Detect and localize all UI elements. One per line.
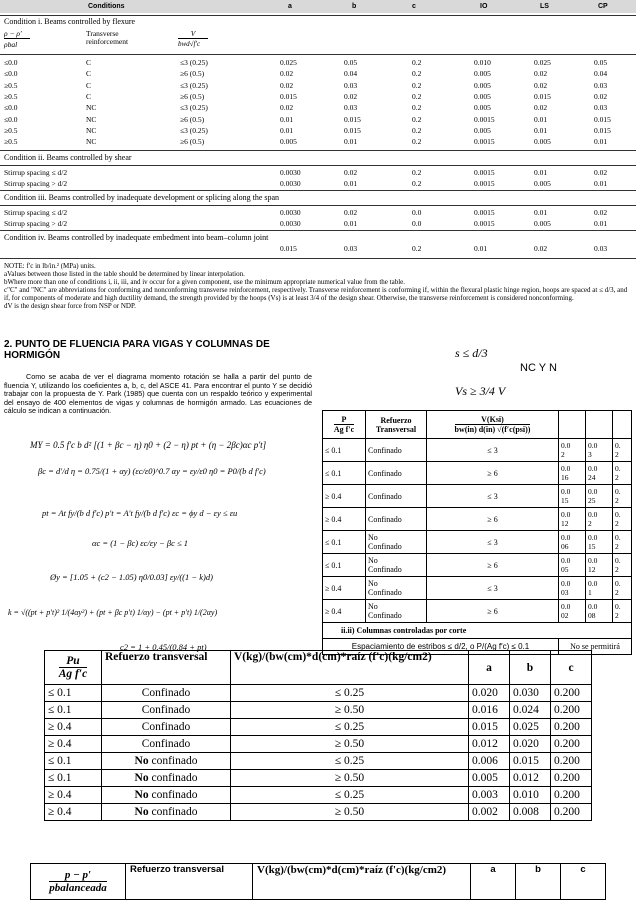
table-cell: 0.01 <box>344 219 358 228</box>
table-cell: 0.015 <box>534 91 551 101</box>
rtab-spacing: Espaciamiento de estribos ≤ d/2, o P/(Ag f′c) ≤ 0.1 <box>323 639 559 655</box>
table-cell: 0.025 <box>510 719 551 736</box>
table-row <box>4 126 634 136</box>
rtab-head-ref: Refuerzo Transversal <box>366 411 427 439</box>
table-cell: 0.2 <box>412 58 422 67</box>
table-cell: 0.005 <box>534 219 551 228</box>
table-header-bar <box>0 0 636 13</box>
header-conditions: Conditions <box>88 3 125 10</box>
table-row <box>323 577 632 600</box>
column-flexure-table <box>322 410 632 655</box>
table-cell: 0. 2 <box>613 600 632 623</box>
table-cell: 0.0030 <box>280 168 301 177</box>
table-cell: 0.015 <box>344 114 361 124</box>
table-cell: ≥ 6 <box>427 600 559 623</box>
table-cell: 0.01 <box>534 125 548 135</box>
table-cell: ≥6 (0.5) <box>180 114 205 124</box>
table-cell: 0.200 <box>551 770 592 787</box>
table-row <box>4 92 634 102</box>
table-cell: 0.2 <box>412 137 422 147</box>
rtab-head-c <box>613 411 632 439</box>
table-cell: 0.200 <box>551 753 592 770</box>
rtab-head-v: $\frac{\text{V(Ksi)}}{\text{bw(in) d(in) √(f′c(psi))}}$ <box>427 411 559 439</box>
table-cell: ≤ 0.1 <box>45 702 102 719</box>
table-cell: 0.02 <box>280 80 294 90</box>
transverse-header: Transverse <box>86 29 119 38</box>
table-cell: ≥0.5 <box>4 91 18 101</box>
table-cell: 0.0 15 <box>586 531 613 554</box>
table-cell: Confinado <box>366 462 427 485</box>
table-cell: 0.01 <box>344 137 358 147</box>
table-row <box>323 462 632 485</box>
table-cell: ≤ 0.1 <box>45 753 102 770</box>
header-cp: CP <box>598 3 608 10</box>
table-cell: 0.0 <box>412 208 422 217</box>
ftab-head-a: a <box>471 864 516 900</box>
table-cell: 0.005 <box>534 179 551 188</box>
table-cell: 0.0 02 <box>559 600 586 623</box>
table-cell: 0.008 <box>510 804 551 821</box>
table-cell: 0.01 <box>534 114 548 124</box>
btab-head-b: b <box>510 651 551 685</box>
table-cell: 0.0 2 <box>559 439 586 462</box>
table-cell: No Confinado <box>366 600 427 623</box>
table-cell: 0.04 <box>594 69 608 79</box>
table-cell: ≥ 0.4 <box>323 508 366 531</box>
reinforcement-header: reinforcement <box>86 37 129 46</box>
table-cell: Confinado <box>102 736 231 753</box>
table-cell: 0. 2 <box>613 485 632 508</box>
table-cell: 0.2 <box>412 91 422 101</box>
table-cell: 0.0 12 <box>586 554 613 577</box>
table-cell: Confinado <box>366 485 427 508</box>
table-cell: 0. 2 <box>613 462 632 485</box>
table-cell: ≤ 0.1 <box>45 770 102 787</box>
nc-y-n-label: NC Y N <box>520 362 557 374</box>
table-cell: 0.0015 <box>474 168 495 177</box>
v-header: V <box>178 29 208 39</box>
ftab-head-b: b <box>516 864 561 900</box>
table-cell: ≤ 3 <box>427 485 559 508</box>
rho-header: ρ − ρ′ <box>4 29 30 39</box>
table-cell: ≤0.0 <box>4 103 18 113</box>
table-row <box>45 685 592 702</box>
table-cell: ≥ 0.4 <box>45 804 102 821</box>
table-row <box>4 81 634 91</box>
table-cell: 0.0 3 <box>586 439 613 462</box>
table-cell: ≥ 0.4 <box>45 719 102 736</box>
table-cell: 0.005 <box>469 770 510 787</box>
table-cell: 0.012 <box>469 736 510 753</box>
rtab-subtitle: ii.ii) Columnas controladas por corte <box>323 623 632 639</box>
table-cell: 0.2 <box>412 103 422 113</box>
table-cell: 0.01 <box>594 219 608 228</box>
table-row <box>45 719 592 736</box>
rtab-head-p: $\frac{P}{\text{Ag f′c}}$ <box>323 411 366 439</box>
table-cell: 0.0030 <box>280 219 301 228</box>
table-cell: Confinado <box>102 685 231 702</box>
table-cell: 0.0 06 <box>559 531 586 554</box>
table-cell: ≤ 3 <box>427 577 559 600</box>
equation-alpha: αc = (1 − βc) εc/εy − βc ≤ 1 <box>92 538 189 548</box>
table-cell: No Confinado <box>366 577 427 600</box>
section-title: 2. PUNTO DE FLUENCIA PARA VIGAS Y COLUMNAS DE HORMIGÓN <box>4 339 270 361</box>
table-cell: ≤ 0.25 <box>231 753 469 770</box>
table-row <box>4 137 634 147</box>
table-cell: 0.005 <box>474 125 491 135</box>
table-cell: 0.010 <box>510 787 551 804</box>
table-cell: 0.03 <box>594 103 608 113</box>
table-cell: 0.0 15 <box>559 485 586 508</box>
header-b: b <box>352 3 357 10</box>
note-3: c"C" and "NC" are abbreviations for conforming and nonconforming transverse reinforcement, respectively. Transverse reinforcement is conforming if, within the flexural plastic hinge region, hoops are spaced at ≤ d/3, and if, for components of moderate and high ductility demand, the strength provided by the hoops (Vs) is at least 3/4 of the design shear. Otherwise, the transverse reinforcement is considered nonconforming. <box>4 286 628 302</box>
table-cell: 0.005 <box>280 137 297 147</box>
equation-pt: pt = At fy/(b d f′c) p′t = A′t fy/(b d f′c) εc = ϕy d − εy ≤ εu <box>42 508 238 518</box>
table-row <box>4 244 634 254</box>
table-cell: 0.200 <box>551 787 592 804</box>
table-cell: 0.025 <box>280 58 297 67</box>
rtab-body <box>323 439 632 623</box>
table-cell: 0.02 <box>534 244 548 253</box>
btab-head-ref: Refuerzo transversal <box>102 651 231 685</box>
table-cell: 0.0 2 <box>586 508 613 531</box>
table-cell: 0.0 05 <box>559 554 586 577</box>
table-cell: NC <box>86 114 97 124</box>
table-cell: ≥ 6 <box>427 462 559 485</box>
table-cell: 0.012 <box>510 770 551 787</box>
table-cell: 0.0 <box>412 219 422 228</box>
table-row <box>4 168 634 178</box>
table-cell: ≥ 6 <box>427 554 559 577</box>
table-cell: ≥0.5 <box>4 80 18 90</box>
table-row <box>45 736 592 753</box>
table-cell: 0.01 <box>280 114 294 124</box>
table-cell: ≥6 (0.5) <box>180 137 205 147</box>
table-cell: 0.03 <box>344 103 358 113</box>
btab-head-c: c <box>551 651 592 685</box>
rho-bal-header: ρbal <box>4 40 18 49</box>
table-row <box>45 787 592 804</box>
table-cell: 0.030 <box>510 685 551 702</box>
table-cell: 0.010 <box>474 58 491 67</box>
table-row <box>4 69 634 79</box>
table-cell: 0.002 <box>469 804 510 821</box>
table-cell: ≤0.0 <box>4 114 18 124</box>
table-row <box>323 600 632 623</box>
spanish-column-table <box>44 650 592 821</box>
condition-4-title: Condition iv. Beams controlled by inadequate embedment into beam–column joint <box>4 233 269 242</box>
table-cell: 0.2 <box>412 168 422 177</box>
table-cell: 0.015 <box>280 244 297 253</box>
spacing-equation: s ≤ d/3 <box>455 346 488 360</box>
rtab-head-b <box>586 411 613 439</box>
table-cell: 0.03 <box>594 80 608 90</box>
table-cell: 0.200 <box>551 685 592 702</box>
table-cell: C <box>86 91 92 101</box>
table-cell: 0. 2 <box>613 508 632 531</box>
table-cell: 0.0015 <box>474 179 495 188</box>
table-cell: 0.02 <box>534 80 548 90</box>
table-cell: 0.006 <box>469 753 510 770</box>
header-c: c <box>412 3 416 10</box>
table-row <box>323 439 632 462</box>
table-cell: ≤ 0.1 <box>45 685 102 702</box>
table-cell: ≥ 0.50 <box>231 702 469 719</box>
table-row <box>45 804 592 821</box>
table-cell: ≥ 0.4 <box>323 577 366 600</box>
table-cell: 0.01 <box>594 137 608 147</box>
condition-2-title: Condition ii. Beams controlled by shear <box>4 153 132 162</box>
table-cell: 0.02 <box>594 168 608 177</box>
table-cell: 0.0015 <box>474 208 495 217</box>
table-cell: Confinado <box>102 702 231 719</box>
table-cell: 0.02 <box>534 69 548 79</box>
equation-phi: Øy = [1.05 + (c2 − 1.05) η0/0.03] εy/((1 − k)d) <box>50 572 213 582</box>
note-4: dV is the design shear force from NSP or NDP. <box>4 302 136 310</box>
ftab-head-c: c <box>561 864 606 900</box>
table-cell: 0.2 <box>412 125 422 135</box>
rtab-no-permit: No se permitirá <box>559 639 632 655</box>
table-cell: 0.02 <box>344 208 358 217</box>
table-cell: 0.01 <box>280 125 294 135</box>
table-cell: 0.005 <box>474 103 491 113</box>
table-cell: 0.03 <box>594 244 608 253</box>
table-cell: 0.0 03 <box>559 577 586 600</box>
equation-c2: c2 = 1 + 0.45/(0.84 + pt) <box>120 642 207 652</box>
table-cell: ≥ 0.50 <box>231 736 469 753</box>
table-cell: ≥6 (0.5) <box>180 69 205 79</box>
table-cell: 0.05 <box>594 58 608 67</box>
table-notes <box>4 262 632 310</box>
table-cell: 0. 2 <box>613 439 632 462</box>
table-cell: 0.015 <box>594 125 611 135</box>
note-2: bWhere more than one of conditions i, ii, iii, and iv occur for a given component, use the minimum appropriate numerical value from the table. <box>4 278 406 286</box>
table-cell: ≤ 3 <box>427 531 559 554</box>
equation-beta: βc = d′/d η = 0.75/(1 + αy) (εc/ε0)^0.7 αy = εy/ε0 η0 = P0/(b d f′c) <box>38 466 266 476</box>
table-cell: 0.02 <box>344 91 358 101</box>
table-cell: 0. 2 <box>613 554 632 577</box>
table-row <box>323 485 632 508</box>
table-cell: Confinado <box>102 719 231 736</box>
table-cell: 0.005 <box>534 137 551 147</box>
table-cell: ≤ 0.25 <box>231 719 469 736</box>
table-cell: 0.020 <box>469 685 510 702</box>
table-cell: ≤3 (0.25) <box>180 103 208 113</box>
table-cell: ≤0.0 <box>4 69 18 79</box>
table-cell: 0.02 <box>344 168 358 177</box>
table-cell: NC <box>86 103 97 113</box>
table-cell: 0.024 <box>510 702 551 719</box>
table-cell: ≤ 0.1 <box>323 439 366 462</box>
table-cell: 0.0 12 <box>559 508 586 531</box>
table-cell: Confinado <box>366 508 427 531</box>
table-cell: 0.200 <box>551 736 592 753</box>
equation-k: k = √((pt + p′t)² 1/(4αy²) + (pt + βc p′t) 1/αy) − (pt + p′t) 1/(2αy) <box>8 608 218 617</box>
table-row <box>45 702 592 719</box>
v-den-header: bwd√f′c <box>178 40 201 48</box>
table-cell: 0.015 <box>510 753 551 770</box>
table-cell: Stirrup spacing > d/2 <box>4 179 68 188</box>
table-cell: 0.200 <box>551 804 592 821</box>
table-cell: ≥ 6 <box>427 508 559 531</box>
table-cell: 0.015 <box>280 91 297 101</box>
header-ls: LS <box>540 3 549 10</box>
table-cell: 0.0 1 <box>586 577 613 600</box>
table-cell: ≤3 (0.25) <box>180 125 208 135</box>
table-cell: C <box>86 69 92 79</box>
table-row <box>323 508 632 531</box>
table-row <box>45 753 592 770</box>
table-cell: 0.200 <box>551 702 592 719</box>
table-cell: C <box>86 80 92 90</box>
table-cell: 0.2 <box>412 244 422 253</box>
ftab-head-ref: Refuerzo transversal <box>126 864 253 900</box>
table-row <box>4 179 634 189</box>
table-cell: NC <box>86 125 97 135</box>
table-cell: 0.200 <box>551 719 592 736</box>
table-cell: No confinado <box>102 804 231 821</box>
table-cell: 0.01 <box>534 168 548 177</box>
table-cell: ≤ 3 <box>427 439 559 462</box>
table-cell: 0.0 24 <box>586 462 613 485</box>
table-row <box>4 58 634 68</box>
table-cell: 0.2 <box>412 114 422 124</box>
table-cell: 0.015 <box>344 125 361 135</box>
table-cell: 0.01 <box>594 179 608 188</box>
table-cell: No Confinado <box>366 531 427 554</box>
table-cell: ≤ 0.1 <box>323 462 366 485</box>
table-row <box>4 115 634 125</box>
table-cell: 0.0015 <box>474 114 495 124</box>
table-cell: ≥0.5 <box>4 137 18 147</box>
note-0: NOTE: f′c in lb/in.² (MPa) units. <box>4 262 96 270</box>
ftab-head-p: $\frac{p - p'}{\text{pbalanceada}}$ <box>31 864 126 900</box>
table-cell: Stirrup spacing ≤ d/2 <box>4 208 68 217</box>
table-cell: 0.01 <box>534 208 548 217</box>
table-cell: 0.015 <box>594 114 611 124</box>
table-cell: 0.2 <box>412 69 422 79</box>
table-cell: ≥ 0.50 <box>231 804 469 821</box>
table-cell: ≥ 0.4 <box>323 600 366 623</box>
table-cell: NC <box>86 137 97 147</box>
table-cell: Confinado <box>366 439 427 462</box>
table-cell: 0.0 16 <box>559 462 586 485</box>
ftab-head-v: V(kg)/(bw(cm)*d(cm)*raíz (f'c)(kg/cm2) <box>253 864 471 900</box>
table-cell: 0.02 <box>280 103 294 113</box>
table-cell: ≥ 0.50 <box>231 770 469 787</box>
condition-3-title: Condition iii. Beams controlled by inadequate development or splicing along the span <box>4 193 280 202</box>
header-a: a <box>288 3 292 10</box>
condition-1-title: Condition i. Beams controlled by flexure <box>4 17 136 26</box>
table-row <box>4 208 634 218</box>
equation-my: MY = 0.5 f′c b d² [(1 + βc − η) η0 + (2 − η) pt + (η − 2βc)αc p′t] <box>30 440 267 450</box>
table-cell: 0.02 <box>594 91 608 101</box>
table-row <box>4 219 634 229</box>
table-row <box>4 103 634 113</box>
table-cell: ≥0.5 <box>4 125 18 135</box>
table-cell: No confinado <box>102 753 231 770</box>
beam-table-header <box>30 863 606 900</box>
table-cell: 0.0030 <box>280 208 301 217</box>
btab-head-a: a <box>469 651 510 685</box>
table-cell: ≤ 0.25 <box>231 685 469 702</box>
btab-head-pu: $\frac{Pu}{\text{Ag f′c}}$ <box>45 651 102 685</box>
btab-head-v: V(kg)/(bw(cm)*d(cm)*raíz (f'c)(kg/cm2) <box>231 651 469 685</box>
btab-body <box>45 685 592 821</box>
table-cell: 0.02 <box>534 103 548 113</box>
table-cell: C <box>86 58 92 67</box>
table-cell: 0.04 <box>344 69 358 79</box>
table-cell: ≥ 0.4 <box>45 787 102 804</box>
note-1: aValues between those listed in the table should be determined by linear interpolation. <box>4 270 245 278</box>
table-row <box>323 531 632 554</box>
table-cell: Stirrup spacing ≤ d/2 <box>4 168 68 177</box>
table-cell: ≤ 0.1 <box>323 531 366 554</box>
table-cell: 0. 2 <box>613 577 632 600</box>
table-cell: No confinado <box>102 770 231 787</box>
table-row <box>45 770 592 787</box>
table-cell: 0. 2 <box>613 531 632 554</box>
table-cell: 0.2 <box>412 179 422 188</box>
table-cell: 0.01 <box>344 179 358 188</box>
table-cell: 0.0015 <box>474 137 495 147</box>
table-cell: ≤ 0.1 <box>323 554 366 577</box>
header-io: IO <box>480 3 488 10</box>
table-cell: 0.0 08 <box>586 600 613 623</box>
section-paragraph: Como se acaba de ver el diagrama momento rotación se halla a partir del punto de fluencia Y, utilizando los coeficientes a, b, c, del ASCE 41. Para encontrar el punto Y se decidió trabajar con la propuesta de Y. Park (1985) que cuenta con un respaldo teórico y experimental del ensayo de 400 elementos de vigas y columnas de hormigón armado. Las ecuaciones de cálculo se indican a continuación. <box>4 372 312 416</box>
table-cell: 0.03 <box>344 244 358 253</box>
table-cell: 0.02 <box>594 208 608 217</box>
table-cell: 0.03 <box>344 80 358 90</box>
table-cell: 0.02 <box>280 69 294 79</box>
table-cell: 0.005 <box>474 91 491 101</box>
table-cell: ≤0.0 <box>4 58 18 67</box>
table-cell: ≤3 (0.25) <box>180 58 208 67</box>
table-cell: No confinado <box>102 787 231 804</box>
table-cell: 0.025 <box>534 58 551 67</box>
table-cell: ≤3 (0.25) <box>180 80 208 90</box>
table-cell: 0.01 <box>474 244 488 253</box>
table-cell: No Confinado <box>366 554 427 577</box>
vs-equation: Vs ≥ 3/4 V <box>455 384 506 398</box>
table-cell: ≥6 (0.5) <box>180 91 205 101</box>
table-cell: 0.003 <box>469 787 510 804</box>
rtab-head-a <box>559 411 586 439</box>
table-cell: ≥ 0.4 <box>45 736 102 753</box>
table-cell: 0.005 <box>474 80 491 90</box>
table-row <box>323 554 632 577</box>
table-cell: 0.020 <box>510 736 551 753</box>
table-cell: 0.005 <box>474 69 491 79</box>
table-cell: 0.015 <box>469 719 510 736</box>
table-cell: ≤ 0.25 <box>231 787 469 804</box>
table-cell: 0.2 <box>412 80 422 90</box>
table-cell: 0.05 <box>344 58 358 67</box>
table-cell: ≥ 0.4 <box>323 485 366 508</box>
table-cell: 0.0015 <box>474 219 495 228</box>
table-cell: 0.016 <box>469 702 510 719</box>
table-cell: 0.0 25 <box>586 485 613 508</box>
table-cell: Stirrup spacing > d/2 <box>4 219 68 228</box>
table-cell: 0.0030 <box>280 179 301 188</box>
